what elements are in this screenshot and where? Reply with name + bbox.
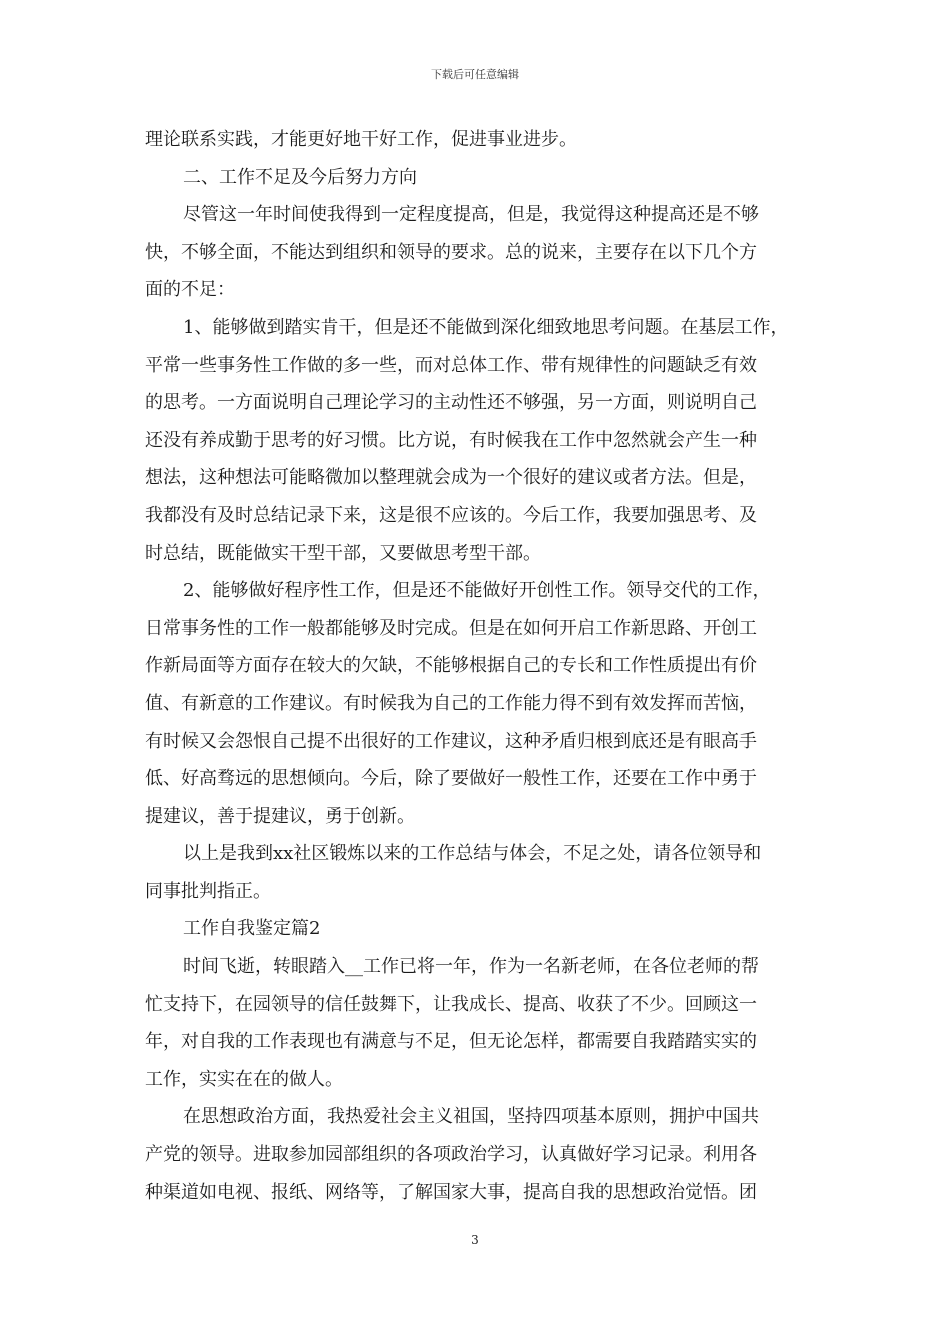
body-line: 提建议，善于提建议，勇于创新。 xyxy=(145,805,415,827)
body-line: 还没有养成勤于思考的好习惯。比方说，有时候我在工作中忽然就会产生一种 xyxy=(145,429,757,451)
body-line: 忙支持下，在园领导的信任鼓舞下，让我成长、提高、收获了不少。回顾这一 xyxy=(145,993,757,1015)
body-line: 平常一些事务性工作做的多一些，而对总体工作、带有规律性的问题缺乏有效 xyxy=(145,354,757,376)
body-line: 同事批判指正。 xyxy=(145,880,271,902)
body-line: 2、能够做好程序性工作，但是还不能做好开创性工作。领导交代的工作， xyxy=(183,580,771,602)
page-header: 下载后可任意编辑 xyxy=(431,68,519,81)
body-line: 工作，实实在在的做人。 xyxy=(145,1068,343,1090)
page-number: 3 xyxy=(471,1233,479,1247)
body-line: 低、好高骛远的思想倾向。今后，除了要做好一般性工作，还要在工作中勇于 xyxy=(145,768,757,790)
body-line: 作新局面等方面存在较大的欠缺，不能够根据自己的专长和工作性质提出有价 xyxy=(145,655,757,677)
body-line: 快，不够全面，不能达到组织和领导的要求。总的说来，主要存在以下几个方 xyxy=(145,241,757,263)
body-line: 时间飞逝，转眼踏入__工作已将一年，作为一名新老师，在各位老师的帮 xyxy=(183,956,759,978)
body-line: 想法，这种想法可能略微加以整理就会成为一个很好的建议或者方法。但是， xyxy=(145,467,757,489)
section-heading: 二、工作不足及今后努力方向 xyxy=(183,166,417,188)
document-body xyxy=(145,121,810,1211)
body-line: 1、能够做到踏实肯干，但是还不能做到深化细致地思考问题。在基层工作， xyxy=(183,316,789,338)
body-line: 日常事务性的工作一般都能够及时完成。但是在如何开启工作新思路、开创工 xyxy=(145,617,757,639)
body-line: 有时候又会怨恨自己提不出很好的工作建议，这种矛盾归根到底还是有眼高手 xyxy=(145,730,757,752)
body-line: 理论联系实践，才能更好地干好工作，促进事业进步。 xyxy=(145,129,577,150)
body-line: 产党的领导。进取参加园部组织的各项政治学习，认真做好学习记录。利用各 xyxy=(145,1144,757,1166)
body-line: 值、有新意的工作建议。有时候我为自己的工作能力得不到有效发挥而苦恼， xyxy=(145,692,757,714)
body-line: 年，对自我的工作表现也有满意与不足，但无论怎样，都需要自我踏踏实实的 xyxy=(145,1031,757,1053)
body-line: 种渠道如电视、报纸、网络等，了解国家大事，提高自我的思想政治觉悟。团 xyxy=(145,1181,757,1203)
body-line: 以上是我到xx社区锻炼以来的工作总结与体会，不足之处，请各位领导和 xyxy=(183,843,762,865)
body-line: 面的不足： xyxy=(145,279,235,301)
body-line: 时总结，既能做实干型干部，又要做思考型干部。 xyxy=(145,542,541,564)
body-line: 在思想政治方面，我热爱社会主义祖国，坚持四项基本原则，拥护中国共 xyxy=(183,1106,759,1128)
body-line: 我都没有及时总结记录下来，这是很不应该的。今后工作，我要加强思考、及 xyxy=(145,504,757,526)
section-heading: 工作自我鉴定篇2 xyxy=(183,918,321,940)
body-line: 尽管这一年时间使我得到一定程度提高，但是，我觉得这种提高还是不够 xyxy=(183,204,759,226)
body-line: 的思考。一方面说明自己理论学习的主动性还不够强，另一方面，则说明自己 xyxy=(145,392,757,414)
